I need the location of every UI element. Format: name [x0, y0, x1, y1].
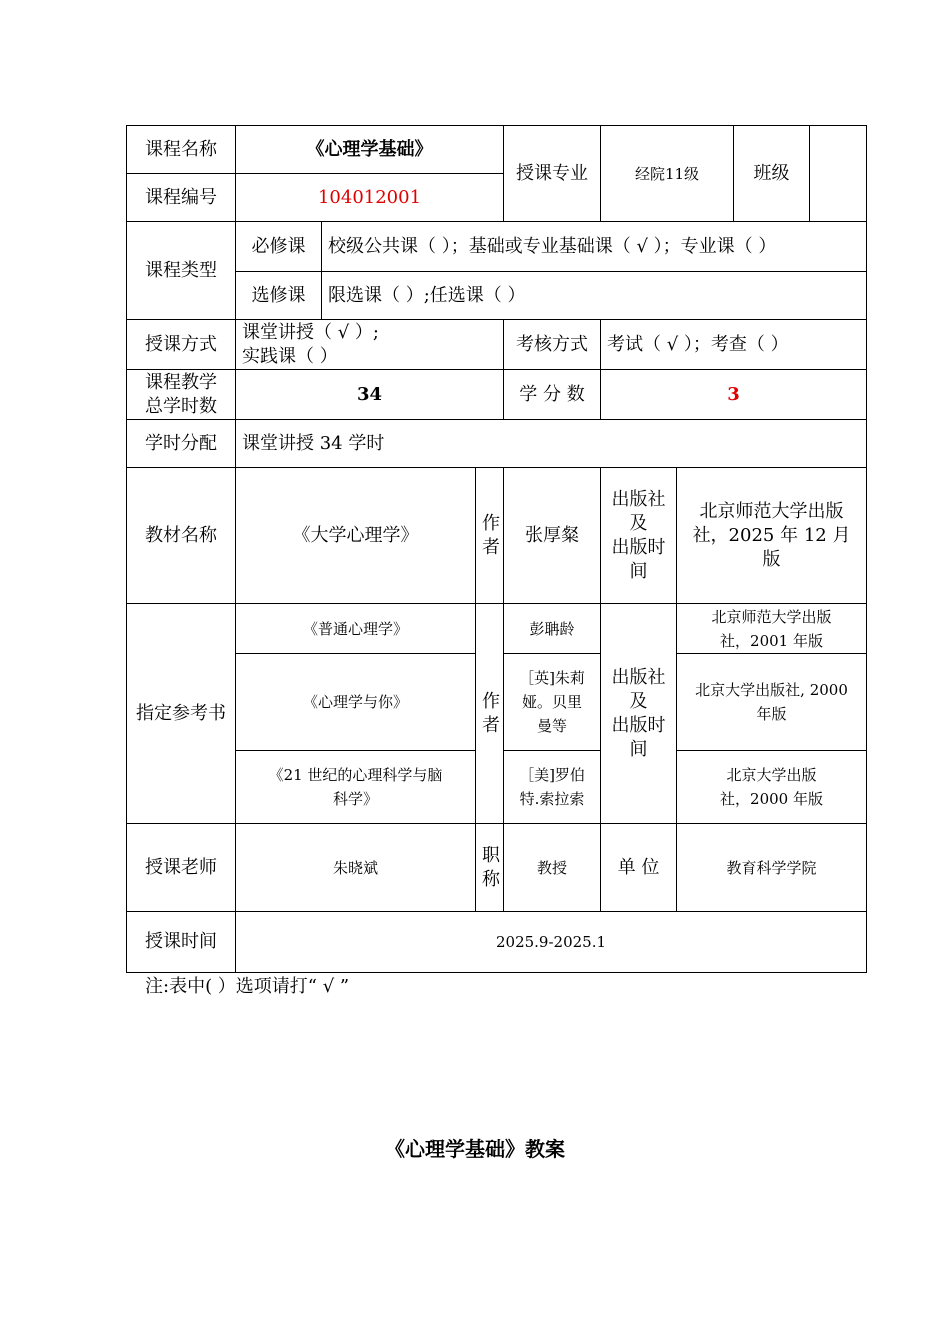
textbook-author-label: [476, 468, 504, 604]
reference-author: 彭聃龄: [504, 604, 601, 654]
hour-allocation: 课堂讲授 34 学时: [236, 420, 867, 468]
ref-publisher-label-line4: 间: [629, 738, 648, 760]
reference-publisher-line2: 社，2001 年版: [720, 631, 823, 650]
reference-publisher-line2: 年版: [756, 705, 787, 723]
teacher-title: 教授: [504, 824, 601, 912]
total-hours-label: [127, 370, 236, 420]
reference-author-line1: ［美]罗伯: [519, 766, 585, 784]
credits: 3: [601, 370, 867, 420]
major-label: 授课专业: [504, 126, 601, 222]
unit-value: 教育科学学院: [677, 824, 867, 912]
teacher-name: 朱晓斌: [236, 824, 476, 912]
teaching-mode-options: [236, 320, 504, 370]
teaching-time-label: 授课时间: [127, 912, 236, 973]
publisher-label-line3: 出版时: [611, 536, 666, 558]
reference-publisher-label: [601, 604, 677, 824]
publisher-label-line1: 出版社: [611, 488, 666, 510]
course-info-table: [126, 125, 867, 973]
reference-publisher-line2: 社，2000 年版: [720, 790, 823, 808]
ref-author-label-line2: 者: [482, 714, 500, 736]
reference-author-line2: 娅。贝里: [522, 693, 583, 711]
hour-allocation-label: 学时分配: [127, 420, 236, 468]
reference-publisher: [677, 751, 867, 824]
total-hours-label-line1: 课程教学: [145, 371, 217, 393]
author-label-line1: 作: [482, 512, 500, 534]
author-label-line2: 者: [482, 536, 500, 558]
textbook-label: 教材名称: [127, 468, 236, 604]
reference-title: 《心理学与你》: [236, 654, 476, 751]
textbook-publisher-line2: 社，2025 年 12 月: [692, 524, 851, 546]
textbook-publisher-line3: 版: [762, 548, 781, 570]
required-options: 校级公共课（ ）；基础或专业基础课（ √ ）；专业课（ ）: [322, 222, 867, 272]
reference-publisher: [677, 654, 867, 751]
course-name-label: 课程名称: [127, 126, 236, 174]
teaching-mode-label: 授课方式: [127, 320, 236, 370]
ref-publisher-label-line2: 及: [629, 690, 648, 712]
course-type-label: 课程类型: [127, 222, 236, 320]
textbook-publisher: [677, 468, 867, 604]
total-hours-label-line2: 总学时数: [145, 395, 217, 417]
textbook-publisher-label: [601, 468, 677, 604]
required-label: 必修课: [236, 222, 322, 272]
publisher-label-line4: 间: [629, 560, 648, 582]
credits-label: 学 分 数: [504, 370, 601, 420]
teacher-label: 授课老师: [127, 824, 236, 912]
textbook-title: 《大学心理学》: [236, 468, 476, 604]
course-name: 《心理学基础》: [236, 126, 504, 174]
course-code-label: 课程编号: [127, 174, 236, 222]
reference-author: [504, 654, 601, 751]
teaching-time: 2025.9-2025.1: [236, 912, 867, 973]
table-note: 注:表中( ）选项请打“ √ ”: [145, 976, 350, 997]
teaching-mode-line1: 课堂讲授（ √ ）;: [242, 321, 379, 343]
elective-options: 限选课（ ）;任选课（ ）: [322, 272, 867, 320]
reference-title-line2: 科学》: [332, 790, 378, 808]
class-label: 班级: [734, 126, 810, 222]
reference-title-line1: 《21 世纪的心理科学与脑: [268, 766, 443, 784]
ref-publisher-label-line1: 出版社: [611, 666, 666, 688]
reference-publisher-line1: 北京大学出版: [726, 766, 817, 784]
course-code: 104012001: [236, 174, 504, 222]
reference-publisher: [677, 604, 867, 654]
reference-author-label: [476, 604, 504, 824]
textbook-author: 张厚粲: [504, 468, 601, 604]
assessment-options: 考试（ √ ）；考查（ ）: [601, 320, 867, 370]
reference-title: [236, 751, 476, 824]
reference-author-line3: 曼等: [537, 717, 568, 735]
title-label-line1: 职: [482, 844, 500, 866]
reference-author-line1: ［英]朱莉: [519, 669, 585, 687]
unit-label: 单 位: [601, 824, 677, 912]
lesson-plan-title: 《心理学基础》教案: [385, 1137, 565, 1161]
reference-author-line2: 特.索拉索: [519, 790, 585, 808]
reference-label: 指定参考书: [127, 604, 236, 824]
total-hours: 34: [236, 370, 504, 420]
teacher-title-label: [476, 824, 504, 912]
reference-author: [504, 751, 601, 824]
ref-publisher-label-line3: 出版时: [611, 714, 666, 736]
textbook-publisher-line1: 北京师范大学出版: [699, 500, 844, 522]
class-value: [810, 126, 867, 222]
elective-label: 选修课: [236, 272, 322, 320]
ref-author-label-line1: 作: [482, 690, 500, 712]
title-label-line2: 称: [482, 868, 500, 890]
reference-title: 《普通心理学》: [236, 604, 476, 654]
reference-publisher-line1: 北京师范大学出版: [711, 607, 832, 626]
assessment-label: 考核方式: [504, 320, 601, 370]
reference-publisher-line1: 北京大学出版社, 2000: [695, 681, 848, 699]
publisher-label-line2: 及: [629, 512, 648, 534]
teaching-mode-line2: 实践课（ ）: [242, 345, 338, 367]
major-value: 经院11级: [601, 126, 734, 222]
